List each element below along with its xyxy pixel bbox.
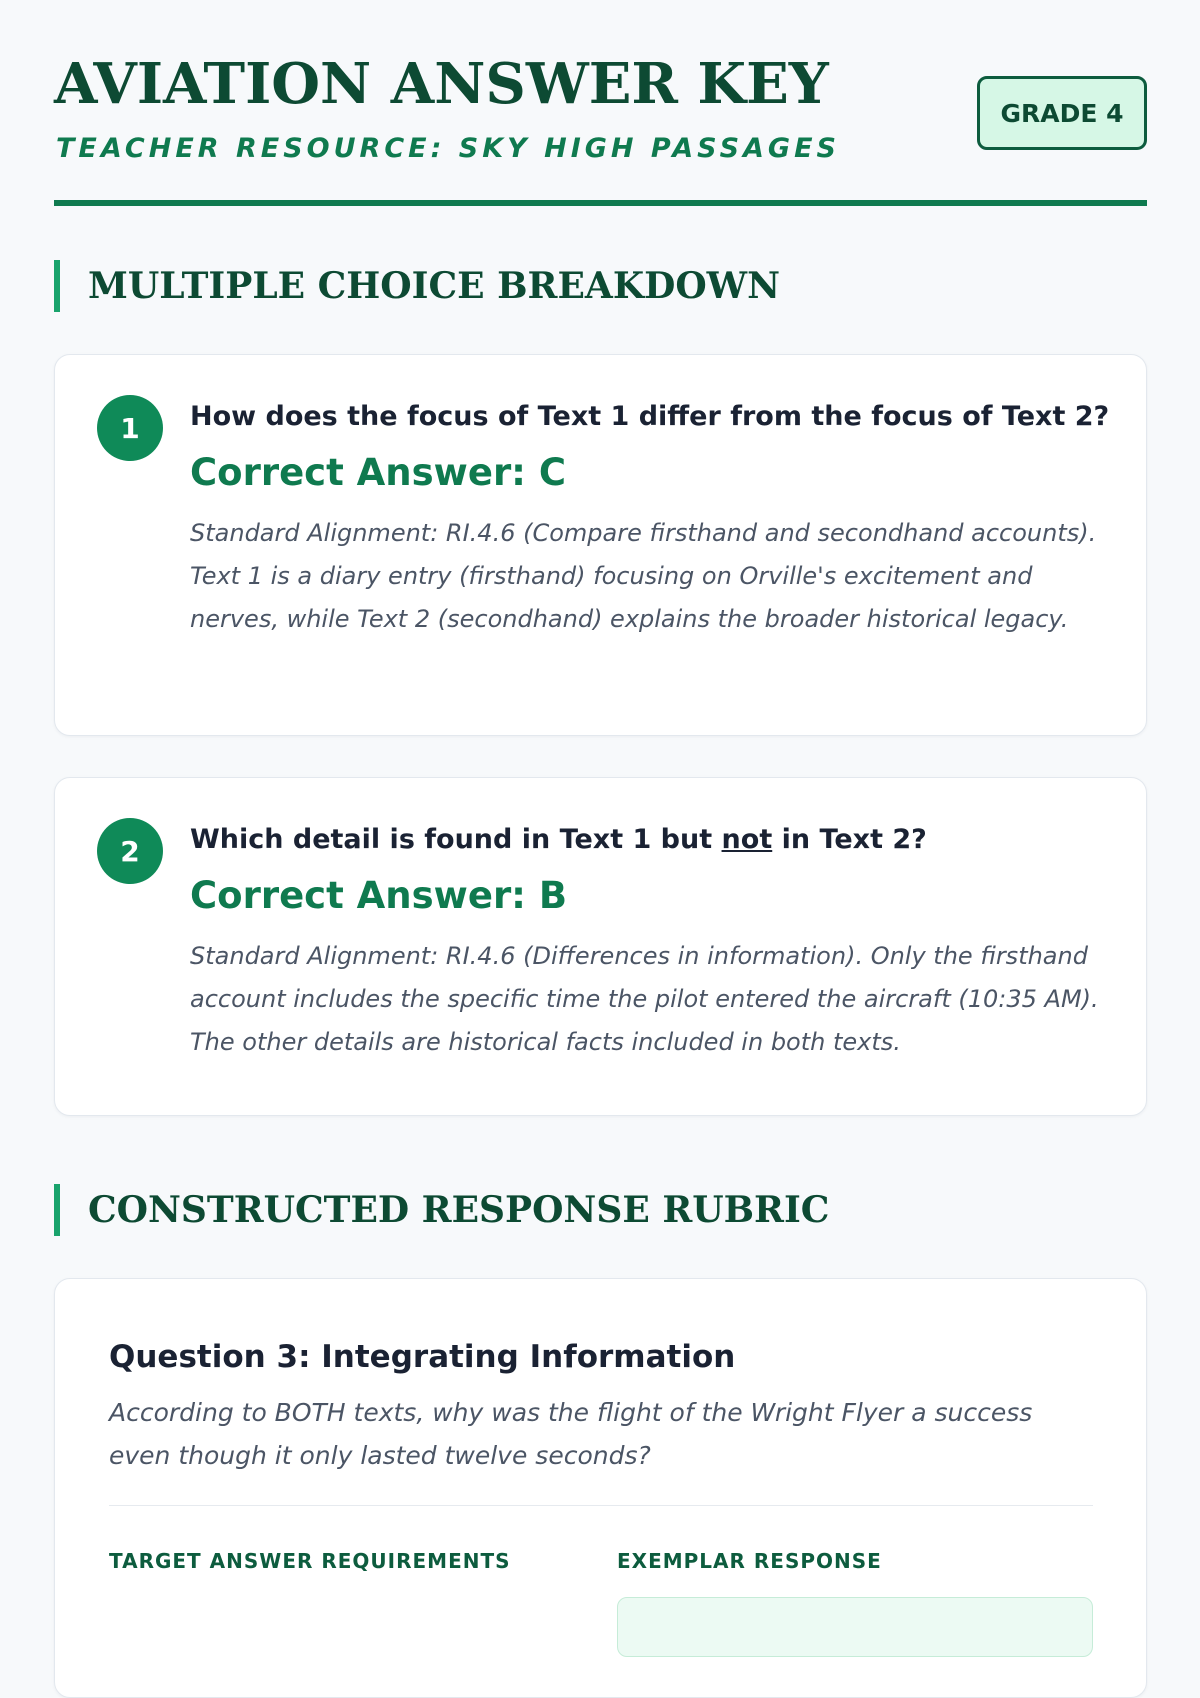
question-text-end: in Text 2?: [772, 824, 927, 855]
section-heading-constructed-response: [54, 1184, 829, 1236]
correct-answer: Correct Answer: B: [190, 874, 568, 918]
page-title: AVIATION ANSWER KEY: [54, 51, 829, 117]
grade-badge: GRADE 4: [977, 76, 1147, 150]
question-text: [190, 824, 1112, 856]
answer-explanation: Standard Alignment: RI.4.6 (Differences in information). Only the firsthand account includes the specific time the pilot entered the aircraft (10:35 AM). The other details are historical facts included in both texts.: [190, 941, 1099, 1056]
requirements-column-label: TARGET ANSWER REQUIREMENTS: [109, 1549, 511, 1573]
question-card-2: [54, 777, 1147, 1116]
rubric-divider: [109, 1505, 1093, 1506]
page-header: [54, 0, 1147, 206]
question-card-1: [54, 354, 1147, 736]
question-text: How does the focus of Text 1 differ from the focus of Text 2?: [190, 401, 1110, 432]
question-body: [190, 401, 1112, 641]
question-text-start: Which detail is found in Text 1 but: [190, 824, 722, 855]
page-subtitle: TEACHER RESOURCE: SKY HIGH PASSAGES: [56, 133, 840, 164]
section-heading-label: MULTIPLE CHOICE BREAKDOWN: [88, 265, 781, 307]
answer-explanation: Standard Alignment: RI.4.6 (Compare firsthand and secondhand accounts). Text 1 is a diary entry (firsthand) focusing on Orville's excitement and nerves, while Text 2 (secondhand) explains the broader historical legacy.: [190, 518, 1097, 633]
rubric-card: [54, 1278, 1147, 1698]
section-heading-multiple-choice: [54, 260, 780, 312]
answer-key-page: [54, 0, 1147, 1573]
question-text-emphasis: not: [721, 824, 773, 855]
correct-answer: Correct Answer: C: [190, 451, 567, 495]
rubric-question-title: Question 3: Integrating Information: [109, 1339, 736, 1375]
question-body: [190, 824, 1112, 1064]
rubric-question-prompt: According to BOTH texts, why was the flight of the Wright Flyer a success even though it only lasted twelve seconds?: [109, 1398, 1033, 1470]
question-number-badge: 2: [97, 818, 163, 884]
section-heading-label: CONSTRUCTED RESPONSE RUBRIC: [88, 1189, 830, 1231]
question-number-badge: 1: [97, 395, 163, 461]
exemplar-response-box: [617, 1597, 1093, 1657]
exemplar-column-label: EXEMPLAR RESPONSE: [617, 1549, 882, 1573]
